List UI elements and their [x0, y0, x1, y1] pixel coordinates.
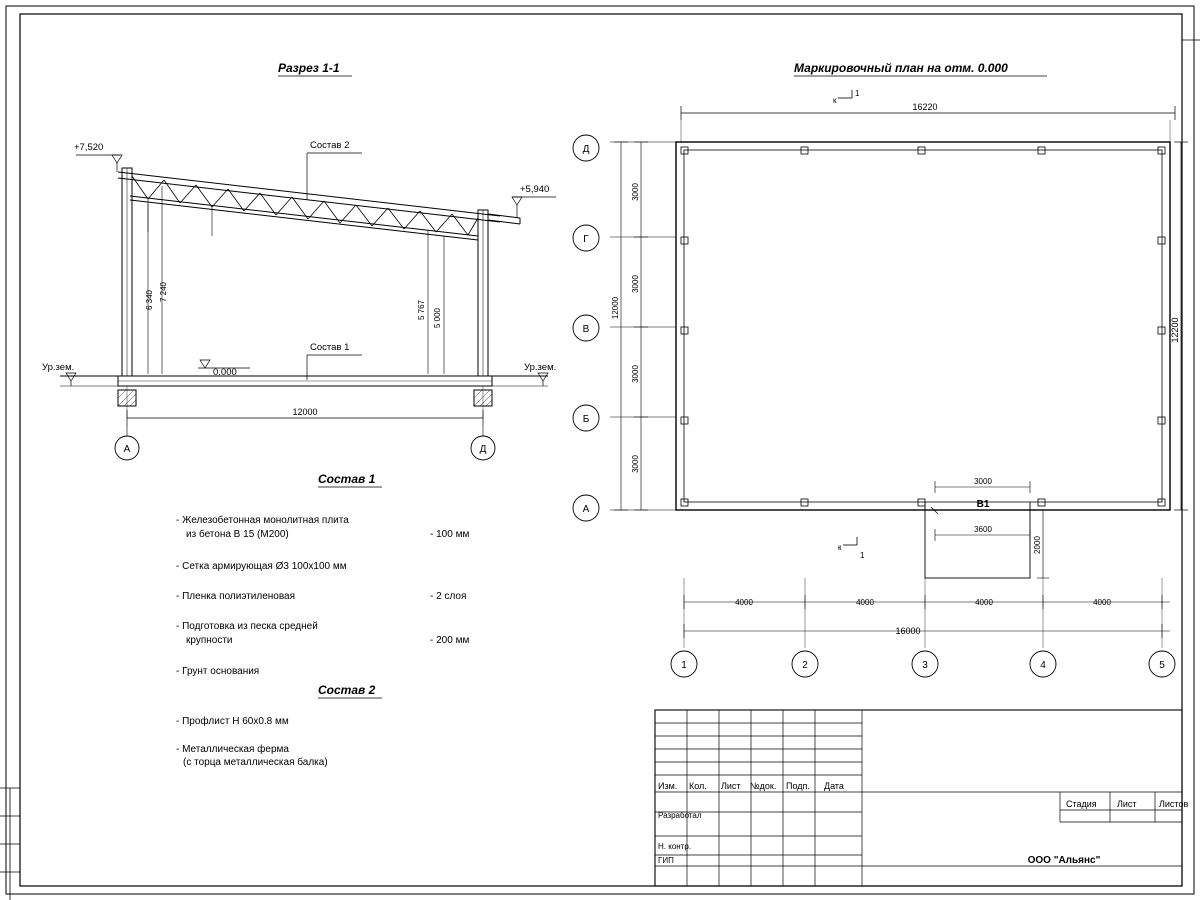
- spec1-item-4-text: - Грунт основания: [176, 666, 260, 677]
- stamp-right-1: Лист: [1117, 799, 1137, 809]
- stamp-col-0: Изм.: [658, 781, 678, 791]
- plan-door-dim-inner: 3600: [974, 525, 992, 534]
- plan-bay-v-0: 3000: [631, 183, 640, 201]
- plan-bay-v-3: 3000: [631, 455, 640, 473]
- svg-text:к: к: [833, 96, 837, 105]
- dim-left-outer: 7 240: [159, 281, 168, 303]
- section-axis-right: [471, 426, 495, 460]
- plan-dim-bottom-total: 16000: [895, 626, 921, 636]
- stamp-col-3: №док.: [750, 781, 777, 791]
- svg-text:0.000: 0.000: [213, 367, 237, 378]
- stamp-col-2: Лист: [721, 781, 741, 791]
- section-span-dim: [127, 386, 483, 426]
- svg-text:А: А: [123, 444, 131, 455]
- svg-text:Д: Д: [582, 144, 590, 155]
- section-title: Разрез 1-1: [278, 61, 340, 75]
- stamp-row-2: ГИП: [658, 856, 674, 865]
- stamp-col-4: Подп.: [786, 781, 810, 791]
- plan-section-mark-bottom: [838, 537, 865, 560]
- svg-text:1: 1: [681, 660, 687, 671]
- plan-axis-bubbles-horizontal: [671, 651, 1175, 677]
- dim-right-inner: 5 767: [417, 299, 426, 321]
- plan-section-mark-top: [833, 89, 860, 105]
- svg-text:Г: Г: [583, 234, 589, 245]
- title-block: [655, 710, 1188, 886]
- svg-text:Состав 1: Состав 1: [310, 342, 350, 353]
- dim-right-outer: 5 000: [433, 307, 442, 329]
- plan-dim-right: 12200: [1170, 317, 1180, 343]
- plan-bay-h-1: 4000: [856, 598, 874, 607]
- svg-text:5: 5: [1159, 660, 1165, 671]
- svg-text:+7,520: +7,520: [74, 142, 104, 153]
- svg-text:В: В: [582, 324, 590, 335]
- plan-left-dim-chain: [610, 142, 676, 510]
- dim-span: 12000: [292, 407, 318, 417]
- plan-dim-left-total: 12000: [611, 296, 620, 320]
- svg-text:Состав 1: Состав 1: [318, 472, 376, 486]
- plan-drawing: [676, 142, 1170, 578]
- spec1-item-0-text: - Железобетонная монолитная плита: [176, 515, 349, 526]
- svg-text:Ур.зем.: Ур.зем.: [524, 362, 557, 373]
- spec2-block: [176, 683, 382, 768]
- spec1-item-3-text2: крупности: [186, 635, 233, 646]
- plan-axis-bubbles-vertical: [573, 135, 599, 521]
- spec1-item-3-value: - 200 мм: [430, 635, 470, 646]
- elev-top-left: [74, 142, 122, 172]
- stamp-row-1: Н. контр.: [658, 842, 692, 851]
- left-margin-table: [0, 788, 20, 900]
- section-axis-left: [115, 426, 139, 460]
- spec2-item-1-text: - Металлическая ферма: [176, 744, 289, 755]
- svg-text:3: 3: [922, 660, 928, 671]
- svg-text:к: к: [838, 543, 842, 552]
- svg-text:+5,940: +5,940: [520, 184, 550, 195]
- svg-text:4: 4: [1040, 660, 1046, 671]
- callout-floor-composition: [307, 342, 362, 380]
- plan-bay-v-2: 3000: [631, 365, 640, 383]
- section-drawing: [60, 168, 548, 406]
- stamp-right-2: Листов: [1159, 799, 1189, 809]
- stamp-right-0: Стадия: [1066, 799, 1097, 809]
- zero-level-mark: [198, 360, 250, 378]
- spec1-item-0-text2: из бетона B 15 (М200): [186, 529, 289, 540]
- plan-bottom-dim-chain: [684, 578, 1170, 648]
- svg-text:Состав 2: Состав 2: [318, 683, 376, 697]
- svg-text:Ур.зем.: Ур.зем.: [42, 362, 75, 373]
- plan-door-dim-top: 3000: [974, 477, 992, 486]
- plan-door-dims: [935, 481, 1049, 578]
- stamp-company: ООО "Альянс": [1027, 855, 1101, 866]
- spec2-item-0-text: - Профлист H 60х0.8 мм: [176, 716, 289, 727]
- spec1-block: [176, 472, 469, 677]
- spec1-item-1-text: - Сетка армирующая Ø3 100х100 мм: [176, 561, 347, 572]
- stamp-row-0: Разработал: [658, 811, 702, 820]
- plan-bay-h-3: 4000: [1093, 598, 1111, 607]
- stamp-col-1: Кол.: [689, 781, 707, 791]
- elev-top-right: [512, 184, 556, 218]
- spec1-item-0-value: - 100 мм: [430, 529, 470, 540]
- ground-level-left: [42, 362, 76, 386]
- sheet-inner-border: [20, 14, 1182, 886]
- spec2-item-1-text2: (с торца металлическая балка): [183, 757, 328, 768]
- svg-text:1: 1: [855, 89, 860, 98]
- dim-left-inner: 6 340: [145, 289, 154, 311]
- right-margin-mark: [1182, 14, 1200, 40]
- stamp-col-5: Дата: [824, 781, 844, 791]
- section-vdim-right: [428, 230, 444, 374]
- ground-level-right: [524, 362, 556, 386]
- svg-text:Б: Б: [582, 414, 590, 425]
- spec1-item-3-text: - Подготовка из песка средней: [176, 621, 318, 632]
- svg-text:Состав 2: Состав 2: [310, 140, 350, 151]
- plan-door-label: В1: [976, 499, 990, 510]
- svg-text:Д: Д: [479, 444, 487, 455]
- section-vdim-left: [148, 186, 162, 374]
- plan-bay-h-0: 4000: [735, 598, 753, 607]
- plan-bay-v-1: 3000: [631, 275, 640, 293]
- svg-text:2: 2: [802, 660, 808, 671]
- callout-roof-composition: [307, 140, 362, 200]
- svg-text:А: А: [582, 504, 590, 515]
- svg-text:1: 1: [860, 551, 865, 560]
- plan-bay-h-2: 4000: [975, 598, 993, 607]
- plan-dim-top: 16220: [912, 102, 938, 112]
- plan-door-dim-side: 2000: [1033, 536, 1042, 554]
- spec1-item-2-text: - Пленка полиэтиленовая: [176, 591, 296, 602]
- plan-title: Маркировочный план на отм. 0.000: [794, 61, 1008, 75]
- spec1-item-2-value: - 2 слоя: [430, 591, 467, 602]
